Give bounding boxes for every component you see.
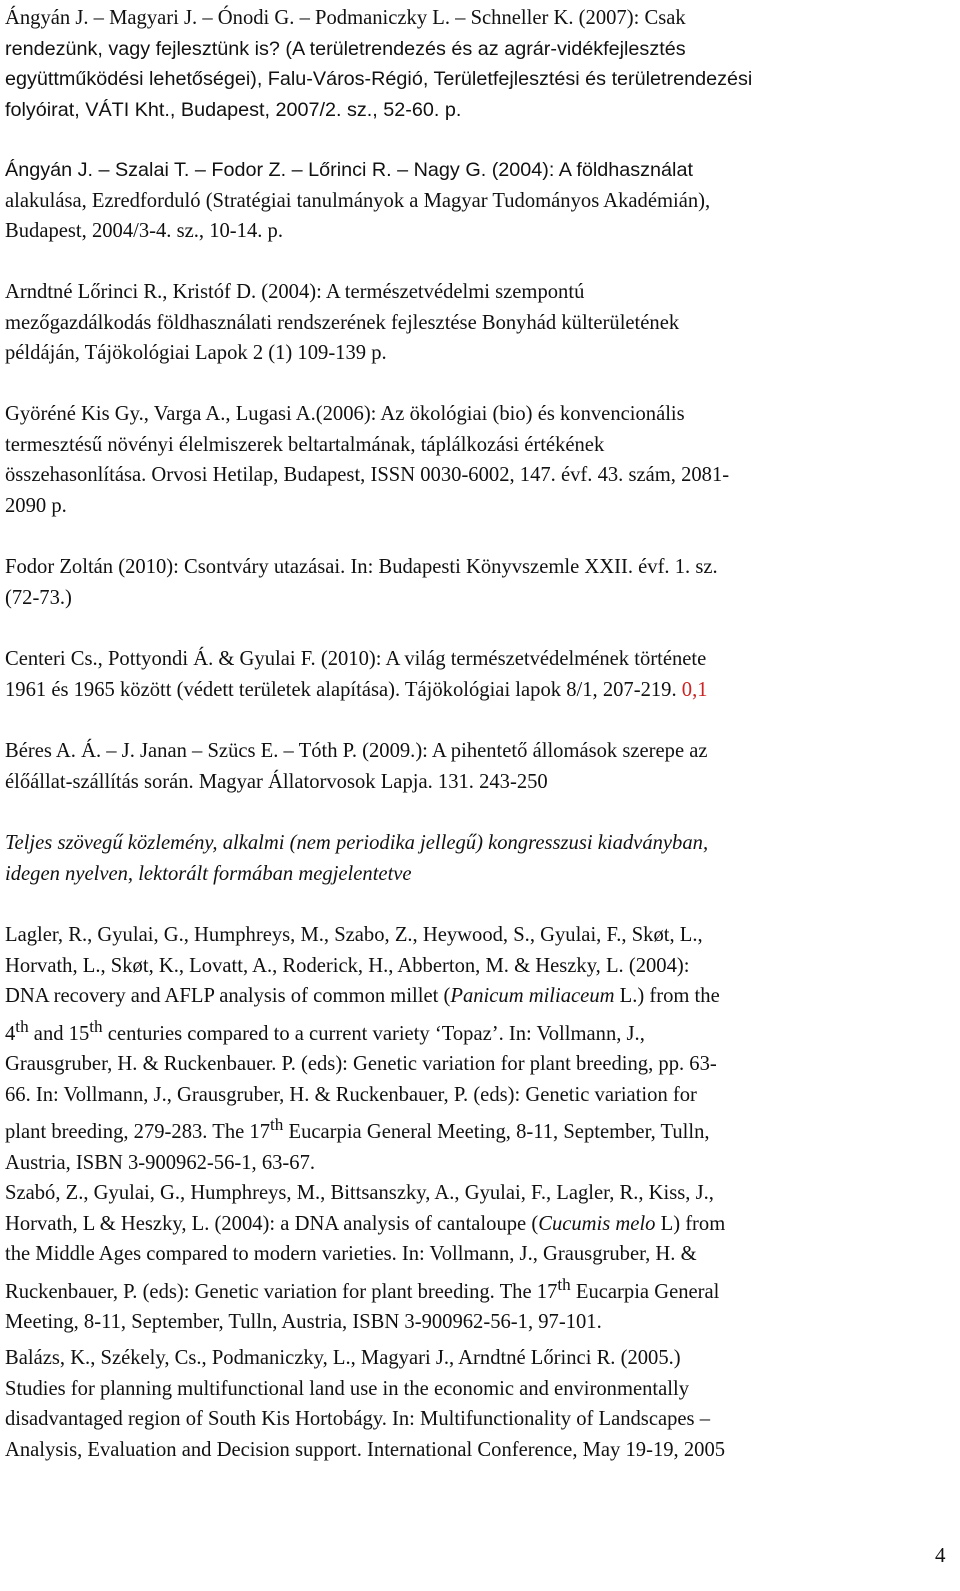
reference-entry — [5, 736, 950, 797]
reference-line: példáján, Tájökológiai Lapok 2 (1) 109-139 p. — [5, 342, 387, 365]
reference-line: disadvantaged region of South Kis Hortobágy. In: Multifunctionality of Landscapes – — [5, 1408, 711, 1431]
section-heading-line: idegen nyelven, lektorált formában megjelentetve — [5, 862, 412, 885]
reference-entry — [5, 920, 950, 1178]
reference-entry — [5, 644, 950, 705]
reference-line: Studies for planning multifunctional land use in the economic and environmentally — [5, 1377, 690, 1400]
reference-line: Béres A. Á. – J. Janan – Szücs E. – Tóth P. (2009.): A pihentető állomások szerepe az — [5, 740, 708, 762]
reference-line: összehasonlítása. Orvosi Hetilap, Budapest, ISSN 0030-6002, 147. évf. 43. szám, 2081- — [5, 464, 730, 487]
superscript: th — [270, 1115, 284, 1135]
reference-line: együttműködési lehetőségei), Falu-Város-Régió, Területfejlesztési és területrendezési — [5, 68, 753, 91]
reference-line: 1961 és 1965 között (védett területek alapítása). Tájökológiai lapok 8/1, 207-219. — [5, 678, 677, 701]
reference-text: Horvath, L & Heszky, L. (2004): a DNA analysis of cantaloupe ( — [5, 1212, 539, 1235]
reference-line: Grausgruber, H. & Ruckenbauer. P. (eds): Genetic variation for plant breeding, pp. 63- — [5, 1053, 717, 1076]
reference-entry — [5, 1178, 950, 1338]
reference-text: centuries compared to a current variety ‘Topaz’. In: Vollmann, J., — [102, 1022, 645, 1045]
reference-line: Arndtné Lőrinci R., Kristóf D. (2004): A természetvédelmi szempontú — [5, 281, 585, 303]
reference-line: Analysis, Evaluation and Decision support. International Conference, May 19-19, 2005 — [5, 1438, 726, 1461]
reference-text: Eucarpia General Meeting, 8-11, September, Tulln, — [283, 1121, 710, 1144]
reference-line: folyóirat, VÁTI Kht., Budapest, 2007/2. sz., 52-60. p. — [5, 98, 462, 121]
reference-text: DNA recovery and AFLP analysis of common millet ( — [5, 985, 451, 1008]
reference-line: Austria, ISBN 3-900962-56-1, 63-67. — [5, 1151, 316, 1174]
reference-line: Horvath, L., Skøt, K., Lovatt, A., Roderick, H., Abberton, M. & Heszky, L. (2004): — [5, 954, 690, 977]
reference-line: 66. In: Vollmann, J., Grausgruber, H. & Ruckenbauer, P. (eds): Genetic variation for — [5, 1083, 697, 1106]
reference-line: 2090 p. — [5, 494, 67, 517]
reference-line: rendezünk, vagy fejlesztünk is? (A területrendezés és az agrár-vidékfejlesztés — [5, 37, 686, 60]
reference-text: and 15 — [28, 1022, 90, 1045]
reference-text: 4 — [5, 1022, 16, 1045]
highlighted-value: 0,1 — [681, 678, 708, 701]
reference-entry — [5, 3, 950, 125]
reference-line: Fodor Zoltán (2010): Csontváry utazásai. In: Budapesti Könyvszemle XXII. évf. 1. sz. — [5, 556, 718, 578]
reference-line: Lagler, R., Gyulai, G., Humphreys, M., Szabo, Z., Heywood, S., Gyulai, F., Skøt, L., — [5, 924, 703, 946]
species-name: Panicum miliaceum — [450, 985, 615, 1008]
reference-text: Ruckenbauer, P. (eds): Genetic variation for plant breeding. The 17 — [5, 1280, 558, 1303]
reference-line: Ángyán J. – Szalai T. – Fodor Z. – Lőrinci R. – Nagy G. (2004): A földhasználat — [5, 159, 693, 181]
reference-line: alakulása, Ezredforduló (Stratégiai tanulmányok a Magyar Tudományos Akadémián), — [5, 189, 711, 212]
reference-line: Meeting, 8-11, September, Tulln, Austria, ISBN 3-900962-56-1, 97-101. — [5, 1311, 602, 1334]
species-name: Cucumis melo — [538, 1212, 656, 1235]
reference-line: (72-73.) — [5, 586, 72, 609]
superscript: th — [557, 1274, 571, 1294]
reference-entry — [5, 552, 950, 613]
reference-text: L.) from the — [614, 985, 720, 1008]
reference-entry — [5, 399, 950, 521]
section-heading-line: Teljes szövegű közlemény, alkalmi (nem periodika jellegű) kongresszusi kiadványban, — [5, 832, 709, 854]
reference-line: Budapest, 2004/3-4. sz., 10-14. p. — [5, 220, 283, 243]
reference-text: L) from — [655, 1212, 726, 1235]
reference-line: Ángyán J. – Magyari J. – Ónodi G. – Podmaniczky L. – Schneller K. (2007): Csak — [5, 7, 686, 29]
superscript: th — [15, 1016, 29, 1036]
reference-entry — [5, 1343, 950, 1465]
reference-line: termesztésű növényi élelmiszerek beltartalmának, táplálkozási értékének — [5, 433, 605, 456]
reference-line: Györéné Kis Gy., Varga A., Lugasi A.(2006): Az ökológiai (bio) és konvencionális — [5, 403, 685, 425]
reference-line: mezőgazdálkodás földhasználati rendszerének fejlesztése Bonyhád külterületének — [5, 311, 680, 334]
reference-text: plant breeding, 279-283. The 17 — [5, 1121, 270, 1144]
section-heading — [5, 828, 950, 889]
reference-line: élőállat-szállítás során. Magyar Állatorvosok Lapja. 131. 243-250 — [5, 770, 548, 793]
reference-text: Eucarpia General — [570, 1280, 720, 1303]
reference-entry — [5, 277, 950, 369]
reference-line: the Middle Ages compared to modern varieties. In: Vollmann, J., Grausgruber, H. & — [5, 1243, 697, 1266]
reference-line: Balázs, K., Székely, Cs., Podmaniczky, L., Magyari J., Arndtné Lőrinci R. (2005.) — [5, 1347, 681, 1369]
reference-entry — [5, 155, 950, 247]
reference-line: Szabó, Z., Gyulai, G., Humphreys, M., Bittsanszky, A., Gyulai, F., Lagler, R., Kiss, J., — [5, 1182, 714, 1204]
page-number: 4 — [935, 1543, 946, 1567]
reference-line: Centeri Cs., Pottyondi Á. & Gyulai F. (2010): A világ természetvédelmének története — [5, 648, 707, 670]
superscript: th — [89, 1016, 103, 1036]
